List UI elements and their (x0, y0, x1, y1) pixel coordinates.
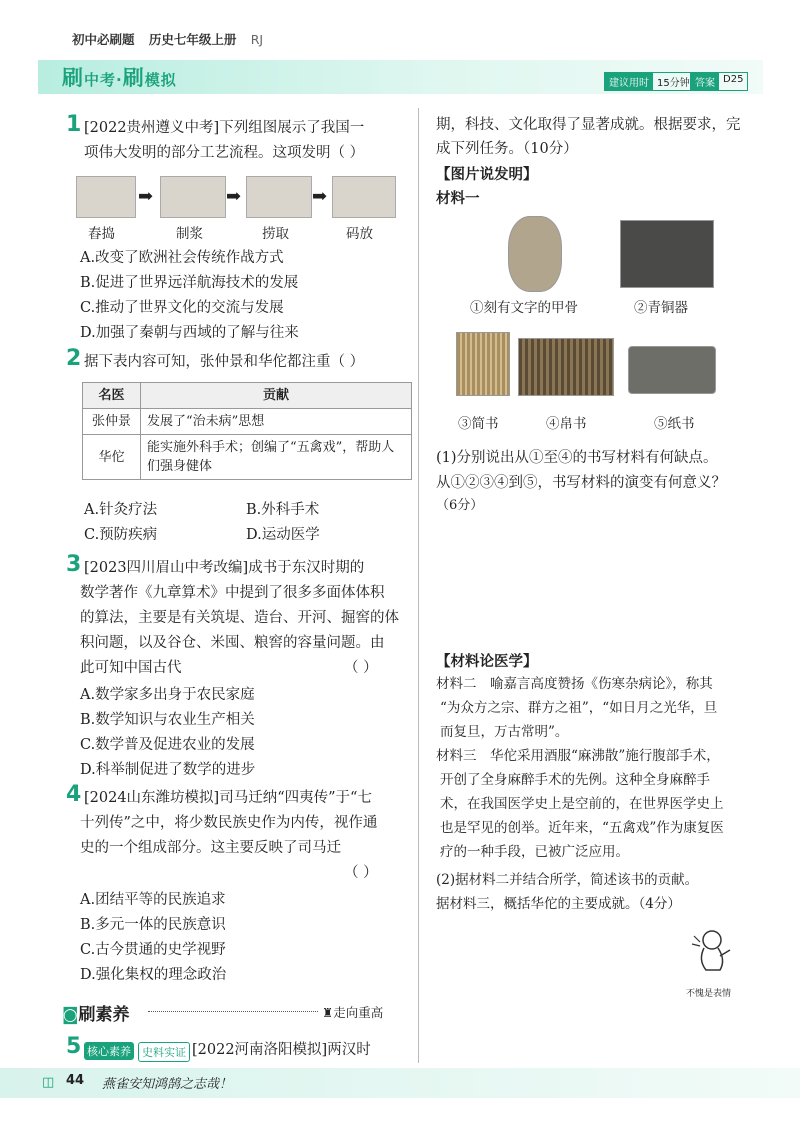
q4-stem-line: 十列传”之中，将少数民族史作为内传，视作通 (80, 815, 378, 831)
step-caption: 码放 (346, 226, 373, 242)
question-number: 1 (66, 112, 82, 137)
table-row (83, 409, 412, 435)
mascot-illustration (682, 926, 738, 982)
sub-question-1-score: （6分） (436, 498, 484, 513)
q5-stem-line: 期，科技、文化取得了显著成就。根据要求，完 (436, 117, 741, 133)
q4-stem-line: [2024山东潍坊模拟]司马迁纳“四夷传”于“七 (84, 790, 372, 806)
section-label: 【材料论医学】 (436, 653, 538, 670)
table-cell: 张仲景 (83, 409, 141, 435)
option-b: B.多元一体的民族意识 (80, 917, 226, 933)
option-a: A.团结平等的民族追求 (80, 892, 226, 908)
process-image-stacking (332, 176, 396, 218)
q5-stem-line: [2022河南洛阳模拟]两汉时 (192, 1042, 371, 1058)
step-caption: 舂捣 (88, 226, 115, 242)
material-2-line: “为众方之宗、群方之祖”，“如日月之光华，旦 (440, 700, 718, 716)
table-row (83, 435, 412, 480)
table-cell: 能实施外科手术；创编了“五禽戏”，帮助人们强身健体 (141, 435, 412, 480)
core-literacy-tag: 核心素养 (84, 1042, 134, 1060)
option-b: B.外科手术 (246, 502, 320, 518)
answer-paren: （ ） (344, 865, 378, 881)
bamboo-slips-image (456, 332, 510, 396)
option-b: B.数学知识与农业生产相关 (80, 712, 255, 728)
material-3-line: 也是罕见的创举。近年来，“五禽戏”作为康复医 (440, 820, 724, 836)
table-header: 贡献 (141, 383, 412, 409)
answer-paren: （ ） (344, 660, 378, 676)
paper-book-image (628, 346, 716, 394)
section-title: 刷中考·刷模拟 (62, 66, 177, 90)
picture-caption: ⑤纸书 (654, 416, 695, 432)
material-3-line: 材料三 华佗采用酒服“麻沸散”施行腹部手术， (436, 748, 720, 764)
answer-ref: 答案 D25 (690, 72, 748, 91)
arrow-icon: ➡ (312, 186, 328, 207)
picture-caption: ③简书 (458, 416, 499, 432)
option-b: B.促进了世界远洋航海技术的发展 (80, 275, 299, 291)
picture-caption: ②青铜器 (634, 300, 688, 316)
castle-icon: ♜ (322, 1005, 334, 1020)
brush-icon: ◙ (62, 1005, 79, 1025)
question-number: 3 (66, 552, 82, 577)
material-3-line: 术，在我国医学史上是空前的，在世界医学史上 (440, 796, 724, 812)
brush-section-right: ♜走向重高 (322, 1005, 384, 1020)
option-d: D.科举制促进了数学的进步 (80, 762, 256, 778)
brush-section-title: ◙刷素养 (62, 1005, 130, 1025)
process-image-scooping (246, 176, 312, 218)
sub-question-2: 据材料三，概括华佗的主要成就。（4分） (436, 896, 681, 912)
question-number: 4 (66, 782, 82, 807)
question-number: 2 (66, 346, 82, 371)
q1-stem-line1: [2022贵州遵义中考]下列组图展示了我国一 (84, 120, 365, 136)
table-cell: 华佗 (83, 435, 141, 480)
option-a: A.针灸疗法 (84, 502, 158, 518)
picture-caption: ①刻有文字的甲骨 (470, 300, 578, 316)
table-cell: 发展了“治未病”思想 (141, 409, 412, 435)
question-number: 5 (66, 1034, 82, 1059)
option-d: D.加强了秦朝与西域的了解与往来 (80, 325, 299, 341)
dotted-divider (148, 1011, 318, 1012)
arrow-icon: ➡ (138, 186, 154, 207)
option-c: C.推动了世界文化的交流与发展 (80, 300, 284, 316)
q3-stem-line: 此可知中国古代 (80, 660, 182, 676)
step-caption: 制浆 (176, 226, 203, 242)
material-2-line: 而复旦，万古常明”。 (440, 724, 569, 740)
option-c: C.数学普及促进农业的发展 (80, 737, 255, 753)
option-a: A.改变了欧洲社会传统作战方式 (80, 250, 284, 266)
q4-stem-line: 史的一个组成部分。这主要反映了司马迁 (80, 840, 341, 856)
material-2-line: 材料二 喻嘉言高度赞扬《伤寒杂病论》，称其 (436, 676, 713, 692)
sub-question-1: (1)分别说出从①至④的书写材料有何缺点。 (436, 450, 718, 466)
option-a: A.数学家多出身于农民家庭 (80, 687, 255, 703)
sub-question-1: 从①②③④到⑤，书写材料的演变有何意义？ (436, 475, 726, 491)
edition: RJ (250, 32, 264, 47)
q3-stem-line: 数学著作《九章算术》中提到了很多多面体体积 (80, 585, 385, 601)
option-d: D.运动医学 (246, 527, 320, 543)
book-name: 历史七年级上册 (148, 32, 237, 47)
option-c: C.古今贯通的史学视野 (80, 942, 226, 958)
footer-motto: 燕雀安知鸿鹄之志哉！ (102, 1077, 233, 1092)
picture-caption: ④帛书 (546, 416, 587, 432)
q3-stem-line: 的算法，主要是有关筑堤、造台、开河、掘窖的体 (80, 610, 399, 626)
process-image-pounding (76, 176, 136, 218)
material-3-line: 开创了全身麻醉手术的先例。这种全身麻醉手 (440, 772, 710, 788)
section-label: 【图片说发明】 (436, 166, 538, 183)
silk-book-image (518, 338, 614, 396)
physicians-table (82, 382, 412, 480)
sub-question-2: (2)据材料二并结合所学，简述该书的贡献。 (436, 872, 699, 888)
page-number: 44 (66, 1073, 85, 1088)
q5-stem-line: 成下列任务。（10分） (436, 141, 578, 157)
running-header (72, 30, 273, 48)
arrow-icon: ➡ (226, 186, 242, 207)
bronze-ware-image (620, 220, 714, 288)
series-name: 初中必刷题 (72, 32, 135, 47)
column-divider (418, 108, 419, 1063)
option-d: D.强化集权的理念政治 (80, 967, 227, 983)
q2-stem: 据下表内容可知，张仲景和华佗都注重（ ） (84, 354, 365, 370)
q3-stem-line: 积问题，以及谷仓、米囤、粮窖的容量问题。由 (80, 635, 385, 651)
mascot-caption: 不愧是表情 (686, 989, 732, 999)
material-label: 材料一 (436, 190, 480, 207)
suggested-time: 建议用时 15分钟 (604, 72, 695, 91)
book-icon: ◫ (42, 1075, 55, 1090)
table-header: 名医 (83, 383, 141, 409)
process-image-pulping (160, 176, 226, 218)
q3-stem-line: [2023四川眉山中考改编]成书于东汉时期的 (84, 560, 365, 576)
step-caption: 捞取 (262, 226, 289, 242)
option-c: C.预防疾病 (84, 527, 158, 543)
material-3-line: 疗的一种手段，已被广泛应用。 (440, 844, 629, 860)
evidence-tag: 史料实证 (138, 1042, 190, 1062)
oracle-bone-image (508, 216, 562, 292)
q1-stem-line2: 项伟大发明的部分工艺流程。这项发明（ ） (84, 145, 365, 161)
